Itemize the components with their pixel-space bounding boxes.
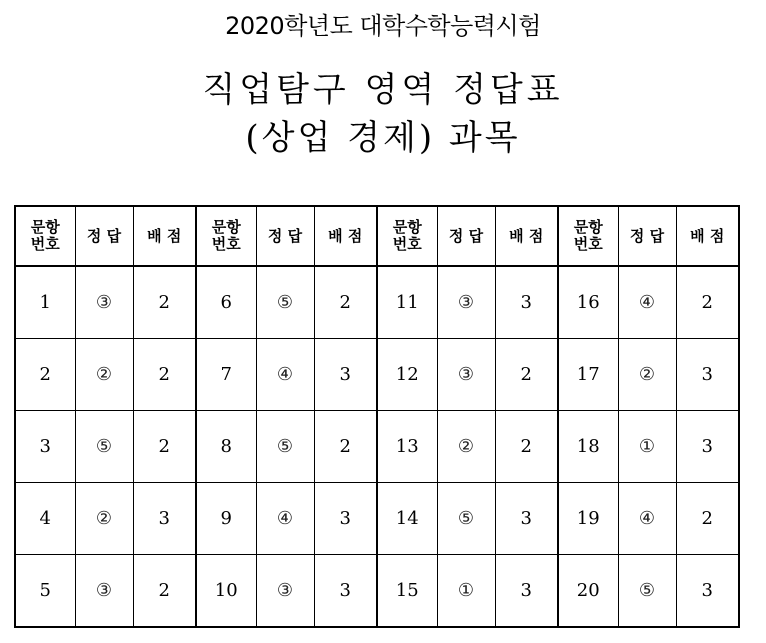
column-header-answer: 정 답 [437, 206, 495, 266]
question-number-cell: 3 [15, 411, 75, 483]
column-header-question-number-line2: 번호 [573, 235, 603, 253]
points-cell: 3 [676, 339, 739, 411]
column-header-points: 배 점 [676, 206, 739, 266]
column-header-answer: 정 답 [618, 206, 676, 266]
question-number-cell: 14 [377, 483, 437, 555]
table-row [15, 266, 739, 339]
answer-cell: ④ [618, 483, 676, 555]
column-header-question-number [15, 206, 75, 266]
table-row [15, 483, 739, 555]
answer-cell: ③ [75, 266, 133, 339]
answer-cell: ⑤ [75, 411, 133, 483]
answer-cell: ④ [256, 483, 314, 555]
question-number-cell: 7 [196, 339, 256, 411]
question-number-cell: 15 [377, 555, 437, 628]
subject-title: (상업 경제) 과목 [245, 118, 521, 158]
exam-title: 2020학년도 대학수학능력시험 [225, 12, 541, 40]
points-cell: 3 [676, 555, 739, 628]
answer-cell: ④ [256, 339, 314, 411]
column-header-points: 배 점 [495, 206, 558, 266]
points-cell: 2 [133, 411, 196, 483]
column-header-question-number-line2: 번호 [211, 235, 241, 253]
points-cell: 2 [495, 339, 558, 411]
question-number-cell: 13 [377, 411, 437, 483]
points-cell: 3 [495, 483, 558, 555]
column-header-points: 배 점 [133, 206, 196, 266]
column-header-question-number-line1: 문항 [30, 218, 60, 236]
answer-cell: ① [618, 411, 676, 483]
points-cell: 3 [495, 555, 558, 628]
question-number-cell: 10 [196, 555, 256, 628]
question-number-cell: 11 [377, 266, 437, 339]
column-header-question-number-line1: 문항 [392, 218, 422, 236]
points-cell: 2 [133, 555, 196, 628]
answer-cell: ③ [256, 555, 314, 628]
points-cell: 3 [495, 266, 558, 339]
points-cell: 2 [314, 411, 377, 483]
points-cell: 3 [314, 483, 377, 555]
answer-table [14, 205, 740, 628]
answer-cell: ⑤ [618, 555, 676, 628]
question-number-cell: 1 [15, 266, 75, 339]
points-cell: 2 [133, 266, 196, 339]
column-header-answer: 정 답 [75, 206, 133, 266]
column-header-question-number-line1: 문항 [211, 218, 241, 236]
column-header-points: 배 점 [314, 206, 377, 266]
question-number-cell: 2 [15, 339, 75, 411]
answer-table-body [15, 266, 739, 627]
question-number-cell: 8 [196, 411, 256, 483]
answer-cell: ① [437, 555, 495, 628]
answer-cell: ③ [437, 266, 495, 339]
question-number-cell: 19 [558, 483, 618, 555]
answer-cell: ③ [437, 339, 495, 411]
answer-cell: ② [437, 411, 495, 483]
question-number-cell: 17 [558, 339, 618, 411]
answer-cell: ② [75, 339, 133, 411]
question-number-cell: 16 [558, 266, 618, 339]
question-number-cell: 9 [196, 483, 256, 555]
points-cell: 3 [133, 483, 196, 555]
answer-cell: ⑤ [256, 266, 314, 339]
column-header-question-number [196, 206, 256, 266]
points-cell: 2 [495, 411, 558, 483]
answer-cell: ⑤ [256, 411, 314, 483]
answer-cell: ② [75, 483, 133, 555]
page-title: 직업탐구 영역 정답표 [202, 70, 564, 110]
column-header-question-number-line2: 번호 [392, 235, 422, 253]
points-cell: 2 [133, 339, 196, 411]
question-number-cell: 4 [15, 483, 75, 555]
column-header-question-number-line2: 번호 [30, 235, 60, 253]
header-row [15, 206, 739, 266]
points-cell: 3 [314, 339, 377, 411]
column-header-question-number-line1: 문항 [573, 218, 603, 236]
question-number-cell: 20 [558, 555, 618, 628]
column-header-answer: 정 답 [256, 206, 314, 266]
question-number-cell: 18 [558, 411, 618, 483]
table-row [15, 411, 739, 483]
points-cell: 2 [676, 483, 739, 555]
points-cell: 2 [314, 266, 377, 339]
answer-cell: ② [618, 339, 676, 411]
points-cell: 3 [314, 555, 377, 628]
answer-cell: ⑤ [437, 483, 495, 555]
column-header-question-number [558, 206, 618, 266]
table-row [15, 339, 739, 411]
table-row [15, 555, 739, 628]
column-header-question-number [377, 206, 437, 266]
question-number-cell: 6 [196, 266, 256, 339]
points-cell: 2 [676, 266, 739, 339]
points-cell: 3 [676, 411, 739, 483]
answer-cell: ③ [75, 555, 133, 628]
question-number-cell: 12 [377, 339, 437, 411]
answer-cell: ④ [618, 266, 676, 339]
question-number-cell: 5 [15, 555, 75, 628]
